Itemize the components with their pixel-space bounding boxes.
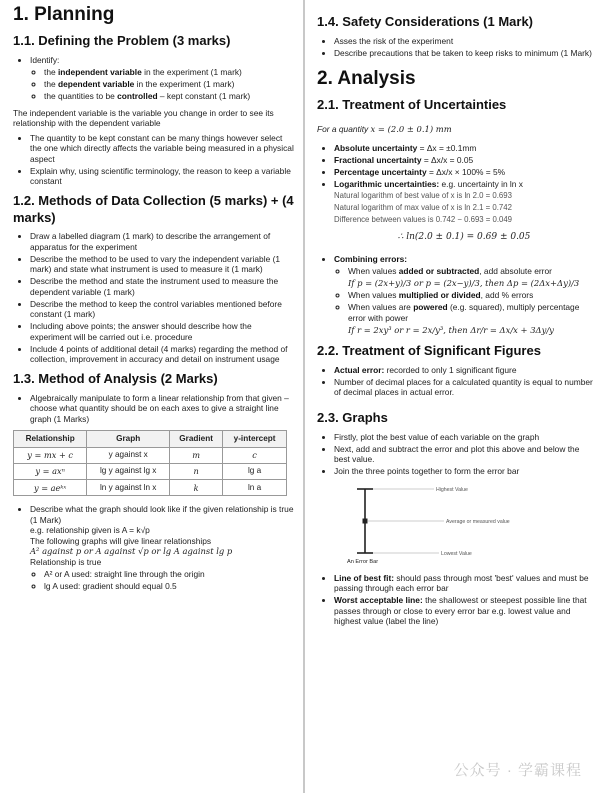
relationship-true: Relationship is true	[30, 556, 102, 567]
identify-list	[13, 55, 295, 102]
list-item: If p = (2x+y)/3 or p = (2x−y)/3, then Δp = (2Δx+Δy)/3	[348, 278, 580, 289]
example-line: e.g. relationship given is A = k√p	[30, 525, 150, 536]
methods-bullets	[13, 231, 295, 365]
list-item: • Describe the method to keep the control variables mentioned before constant (1 mark)	[30, 299, 295, 320]
lowest-value-label: Lowest Value	[441, 550, 472, 557]
table-header: y-intercept	[223, 431, 287, 447]
heading-graphs: 2.3. Graphs	[317, 409, 388, 425]
graph-bullets	[317, 432, 594, 477]
sigfig-list	[317, 365, 594, 398]
list-item: • Describe the method and state the instrument used to measure the dependent variable (1 mark)	[30, 276, 295, 297]
heading-defining-problem: 1.1. Defining the Problem (3 marks)	[13, 32, 231, 48]
table-cell: y = mx + c	[14, 447, 87, 463]
list-item: ◦ When values multiplied or divided, add % errors	[348, 290, 594, 301]
list-item: • The quantity to be kept constant can be many things however select the one which directly affects the variable being measured in a physical aspect	[30, 133, 295, 165]
list-item: • Including above points; the answer should describe how the experiment will be carried out i.e. procedure	[30, 321, 295, 342]
identify-item: • Identify: ◦ the independent variable in the experiment (1 mark) ◦ the dependent variable in the experiment (1 mark) ◦ the quantities to be controlled – kept constant (1 mark)	[30, 55, 295, 102]
table-cell: y = axⁿ	[14, 463, 87, 479]
list-item: • Describe precautions that be taken to keep risks to minimum (1 Mark)	[334, 48, 594, 59]
table-header: Gradient	[170, 431, 223, 447]
identify-subitem: ◦ the independent variable in the experiment (1 mark)	[44, 67, 295, 78]
error-bar-caption: An Error Bar	[347, 558, 379, 565]
identify-subitem: ◦ the dependent variable in the experiment (1 mark)	[44, 79, 295, 90]
column-divider	[303, 0, 305, 793]
table-cell: lg y against lg x	[87, 463, 170, 479]
identify-sublist	[30, 67, 295, 102]
list-item: • Line of best fit: should pass through most 'best' values and must be passing through each error bar	[334, 573, 594, 594]
list-item: ◦ lg A used: gradient should equal 0.5	[44, 581, 295, 592]
heading-planning: 1. Planning	[13, 4, 115, 25]
table-cell: lg a	[223, 463, 287, 479]
list-item: ◦ A² or A used: straight line through the origin	[44, 569, 295, 580]
table-cell: m	[170, 447, 223, 463]
uncertainty-list	[317, 143, 594, 335]
table-row	[14, 447, 287, 463]
linearisation-table	[13, 430, 287, 496]
list-item: • Include 4 points of additional detail (4 marks) regarding the method of collection, improvement in accuracy and detail on instrument usage	[30, 344, 295, 365]
list-item: ◦ When values added or subtracted, add absolute error	[348, 266, 594, 277]
table-row	[14, 480, 287, 496]
following-math: A² against p or A against √p or lg A against lg p	[30, 546, 233, 557]
table-cell: c	[223, 447, 287, 463]
independent-variable-paragraph: The independent variable is the variable you change in order to see its relationship with the dependent variable	[13, 107, 274, 129]
highest-value-label: Highest Value	[436, 486, 468, 493]
watermark: 公众号 · 学霸课程	[453, 762, 582, 780]
table-cell: ln y against ln x	[87, 480, 170, 496]
list-item: • Worst acceptable line: the shallowest or steepest possible line that passes through or close to every error bar e.g. lowest value and highest value (label the line)	[334, 595, 594, 627]
log-result: ∴ ln(2.0 ± 0.1) = 0.69 ± 0.05	[397, 232, 531, 243]
table-cell: n	[170, 463, 223, 479]
list-item: • Percentage uncertainty = Δx/x × 100% = 5%	[334, 167, 594, 178]
list-item: • Firstly, plot the best value of each variable on the graph	[334, 432, 594, 443]
heading-safety: 1.4. Safety Considerations (1 Mark)	[317, 14, 534, 29]
table-cell: y = aeᵏˣ	[14, 480, 87, 496]
identify-subitem: ◦ the quantities to be controlled – kept constant (1 mark)	[44, 91, 295, 102]
list-item: • Actual error: recorded to only 1 significant figure	[334, 365, 594, 376]
list-item: • Describe the method to be used to vary the independent variable (1 mark) and state what instrument is used to measure it (1 mark)	[30, 254, 295, 275]
graph-description-list	[13, 504, 295, 592]
table-header: Relationship	[14, 431, 87, 447]
defining-bullets	[13, 133, 295, 187]
list-item: • Number of decimal places for a calculated quantity is equal to number of decimal places in actual error.	[334, 377, 594, 398]
list-item: • Next, add and subtract the error and plot this above and below the best value.	[334, 444, 594, 465]
table-cell: y against x	[87, 447, 170, 463]
error-bar-mean-point	[363, 518, 368, 523]
table-cell: k	[170, 480, 223, 496]
average-value-label: Average or measured value	[446, 518, 510, 525]
heading-analysis: 2. Analysis	[317, 68, 416, 90]
table-header: Graph	[87, 431, 170, 447]
line-fit-list	[317, 573, 594, 627]
table-header-row	[14, 431, 287, 447]
list-item: • Explain why, using scientific terminology, the reason to keep a variable constant	[30, 166, 295, 187]
list-item: • Fractional uncertainty = Δx/x = 0.05	[334, 155, 594, 166]
list-item: • Absolute uncertainty = Δx = ±0.1mm	[334, 143, 594, 154]
list-item: • Asses the risk of the experiment	[334, 36, 594, 47]
list-item: • Logarithmic uncertainties: e.g. uncertainty in ln x Natural logarithm of best value of x is ln 2.0 = 0.693 Natural logarithm of max value of x is ln 2.1 = 0.742 Difference between values is 0.742 − 0.693 = 0.049 ∴ ln(2.0 ± 0.1) = 0.69 ± 0.05	[334, 179, 594, 244]
log-line: Difference between values is 0.742 − 0.693 = 0.049	[334, 214, 513, 224]
list-item: If r = 2xy³ or r = 2x/y³, then Δr/r = Δx/x + 3Δy/y	[348, 324, 554, 335]
log-line: Natural logarithm of best value of x is ln 2.0 = 0.693	[334, 191, 512, 201]
log-line: Natural logarithm of max value of x is ln 2.1 = 0.742	[334, 202, 512, 212]
table-row	[14, 463, 287, 479]
following-line: The following graphs will give linear relationships	[30, 535, 212, 546]
right-column	[308, 0, 600, 793]
list-item: • Describe what the graph should look like if the given relationship is true (1 Mark) e.g. relationship given is A = k√p The following graphs will give linear relationships A² against p or A against √p or lg A against lg p Relationship is true ◦ A² or A used: straight line through the origin ◦ lg A used: gradient should equal 0.5	[30, 504, 295, 592]
list-item: • Algebraically manipulate to form a linear relationship from that given – choose what quantity should be on each axes to give a straight line graph (1 Marks)	[30, 393, 295, 425]
list-item: • Join the three points together to form the error bar	[334, 466, 594, 477]
error-bar-diagram	[339, 483, 539, 565]
safety-bullets	[317, 36, 594, 59]
for-quantity: For a quantity x = (2.0 ± 0.1) mm	[317, 124, 452, 135]
list-item: ◦ When values are powered (e.g. squared), multiply percentage error with power	[348, 302, 594, 323]
list-item: • Draw a labelled diagram (1 mark) to describe the arrangement of apparatus for the experiment	[30, 231, 295, 252]
heading-methods-data-collection: 1.2. Methods of Data Collection (5 marks) + (4 marks)	[13, 192, 294, 225]
list-item: • Combining errors: ◦ When values added or subtracted, add absolute error If p = (2x+y)/3 or p = (2x−y)/3, then Δp = (2Δx+Δy)/3 ◦ When values multiplied or divided, add % errors ◦ When values are powered (e.g. squared), multiply percentage error with power If r = 2xy³ or r = 2x/y³, then Δr/r = Δx/x + 3Δy/y	[334, 254, 594, 336]
heading-significant-figures: 2.2. Treatment of Significant Figures	[317, 343, 541, 359]
heading-uncertainties: 2.1. Treatment of Uncertainties	[317, 97, 507, 113]
heading-method-of-analysis: 1.3. Method of Analysis (2 Marks)	[13, 370, 218, 386]
combining-sublist	[334, 266, 594, 335]
analysis-bullets	[13, 393, 295, 425]
graph-sublist	[30, 569, 295, 592]
table-cell: ln a	[223, 480, 287, 496]
